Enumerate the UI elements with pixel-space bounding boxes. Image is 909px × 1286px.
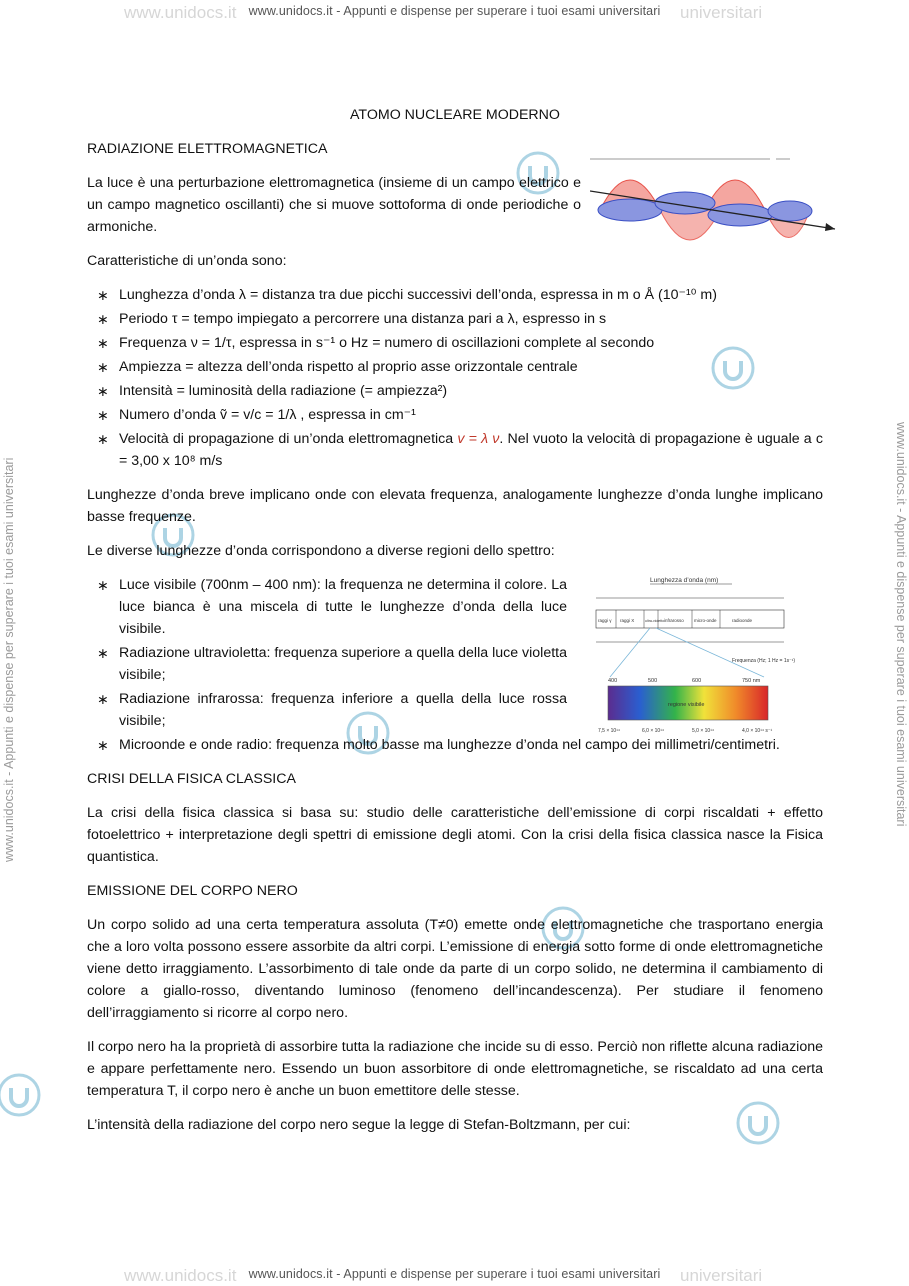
paragraph-corpo-2: Il corpo nero ha la proprietà di assorbire tutta la radiazione che incide su di esso. Perciò non riflette alcuna radiazione e appare perfettamente nero. Essendo un buon assorbitore di onde elettromagnetiche, se riscaldato ad una certa temperatura T, il corpo nero è anche un buon emettitore delle stesse.: [87, 1039, 823, 1099]
characteristics-list: [87, 284, 823, 472]
nm-tick-750: 750 nm: [742, 678, 761, 684]
freq-tick-1: 7,5 × 10¹⁴: [598, 728, 621, 734]
paragraph-lunghezze: Lunghezze d’onda breve implicano onde con elevata frequenza, analogamente lunghezze d’onda lunghe implicano basse frequenze.: [87, 487, 823, 525]
paragraph-intro: La luce è una perturbazione elettromagnetica (insieme di un campo elettrico e un campo magnetico oscillanti) che si muove sottoforma di onde periodiche o armoniche.: [87, 175, 581, 235]
region-label-ir: infrarosso: [664, 618, 684, 623]
footer-banner: www.unidocs.it - Appunti e dispense per superare i tuoi esami universitari: [248, 1267, 661, 1281]
ghost-watermark-right: universitari: [680, 3, 763, 22]
list-item: ∗ Radiazione infrarossa: frequenza inferiore a quella della luce rossa visibile;: [119, 688, 567, 732]
velocity-text: Velocità di propagazione di un’onda elettromagnetica: [119, 431, 458, 447]
section-heading-crisi: CRISI DELLA FISICA CLASSICA: [87, 771, 296, 787]
paragraph-crisi: La crisi della fisica classica si basa su: studio delle caratteristiche dell’emissione di corpi riscaldati + effetto fotoelettrico + interpretazione degli spettri di emissione degli atomi. Con la crisi della fisica classica nasce la Fisica quantistica.: [87, 805, 823, 865]
region-label-radio: radioonde: [732, 618, 753, 623]
frequency-label: Frequenza (Hz; 1 Hz = 1s⁻¹): [732, 658, 796, 664]
paragraph-corpo-3: L’intensità della radiazione del corpo nero segue la legge di Stefan-Boltzmann, per cui:: [87, 1117, 631, 1133]
list-item: ∗ Luce visibile (700nm – 400 nm): la frequenza ne determina il colore. La luce bianca è una miscela di tutte le lunghezze d’onda della luce visibile.: [119, 574, 567, 640]
side-watermark-left: www.unidocs.it - Appunti e dispense per superare i tuoi esami universitari: [2, 457, 16, 862]
page-title: ATOMO NUCLEARE MODERNO: [350, 107, 560, 123]
paragraph-caratteristiche: Caratteristiche di un’onda sono:: [87, 253, 287, 269]
list-item: ∗ Frequenza ν = 1/τ, espressa in s⁻¹ o Hz = numero di oscillazioni complete al secondo: [119, 332, 823, 354]
freq-tick-4: 4,0 × 10¹⁴ s⁻¹: [742, 728, 773, 734]
region-label-micro: micro-onde: [694, 618, 717, 623]
ghost-watermark-left-bottom: www.unidocs.it: [124, 1266, 237, 1285]
freq-tick-3: 5,0 × 10¹⁴: [692, 728, 715, 734]
region-label-uv: ultra-violetto: [645, 619, 665, 623]
list-item: ∗ Intensità = luminosità della radiazione (= ampiezza²): [119, 380, 823, 402]
list-item: ∗ Radiazione ultravioletta: frequenza superiore a quella della luce violetta visibile;: [119, 642, 567, 686]
list-item: ∗ Numero d’onda ṽ = v/c = 1/λ , espressa in cm⁻¹: [119, 404, 823, 426]
ghost-watermark-left: www.unidocs.it: [124, 3, 237, 22]
watermark-logo-icon: [0, 1072, 42, 1118]
list-item: ∗ Ampiezza = altezza dell’onda rispetto al proprio asse orizzontale centrale: [119, 356, 823, 378]
nm-tick-400: 400: [608, 678, 618, 684]
paragraph-corpo-1: Un corpo solido ad una certa temperatura assoluta (T≠0) emette onde elettromagnetiche che trasportano energia che a loro volta possono essere assorbite da altri corpi. L’emissione di energia sotto forme di onde elettromagnetiche viene detto irraggiamento. L’assorbimento di tale onde da parte di un corpo solido, ne determina il cambiamento di colore a giallo-rosso, diventando luminoso (fenomeno dell’incandescenza). Per studiare il fenomeno dell’irraggiamento si ricorre al corpo nero.: [87, 917, 823, 1021]
header-banner: www.unidocs.it - Appunti e dispense per superare i tuoi esami universitari: [248, 4, 661, 18]
list-item-velocity: [119, 428, 823, 472]
document-body: [87, 104, 823, 1148]
ghost-watermark-right-bottom: universitari: [680, 1266, 763, 1285]
list-item: ∗ Microonde e onde radio: frequenza molto basse ma lunghezze d’onda nel campo dei millimetri/centimetri.: [119, 734, 823, 756]
velocity-text-end: . Nel vuoto la velocità di propagazione è uguale a c = 3,00 x 10⁸ m/s: [119, 431, 823, 469]
section-heading-corpo-nero: EMISSIONE DEL CORPO NERO: [87, 883, 298, 899]
spectrum-list: [87, 574, 823, 756]
region-label-gamma: raggi γ: [598, 618, 612, 623]
spectrum-header: Lunghezza d’onda (nm): [650, 577, 719, 584]
nm-tick-600: 600: [692, 678, 702, 684]
nm-tick-500: 500: [648, 678, 658, 684]
section-heading-radiazione: RADIAZIONE ELETTROMAGNETICA: [87, 141, 328, 157]
list-item: ∗ Lunghezza d’onda λ = distanza tra due picchi successivi dell’onda, espressa in m o Å (10⁻¹⁰ m): [119, 284, 823, 306]
side-watermark-right: www.unidocs.it - Appunti e dispense per superare i tuoi esami universitari: [894, 422, 908, 827]
visible-region-label: regione visibile: [668, 702, 705, 708]
list-item: ∗ Periodo τ = tempo impiegato a percorrere una distanza pari a λ, espresso in s: [119, 308, 823, 330]
velocity-formula: v = λ ν: [457, 431, 500, 447]
paragraph-diverse: Le diverse lunghezze d’onda corrispondono a diverse regioni dello spettro:: [87, 543, 555, 559]
region-label-x: raggi X: [620, 618, 635, 623]
freq-tick-2: 6,0 × 10¹⁴: [642, 728, 665, 734]
